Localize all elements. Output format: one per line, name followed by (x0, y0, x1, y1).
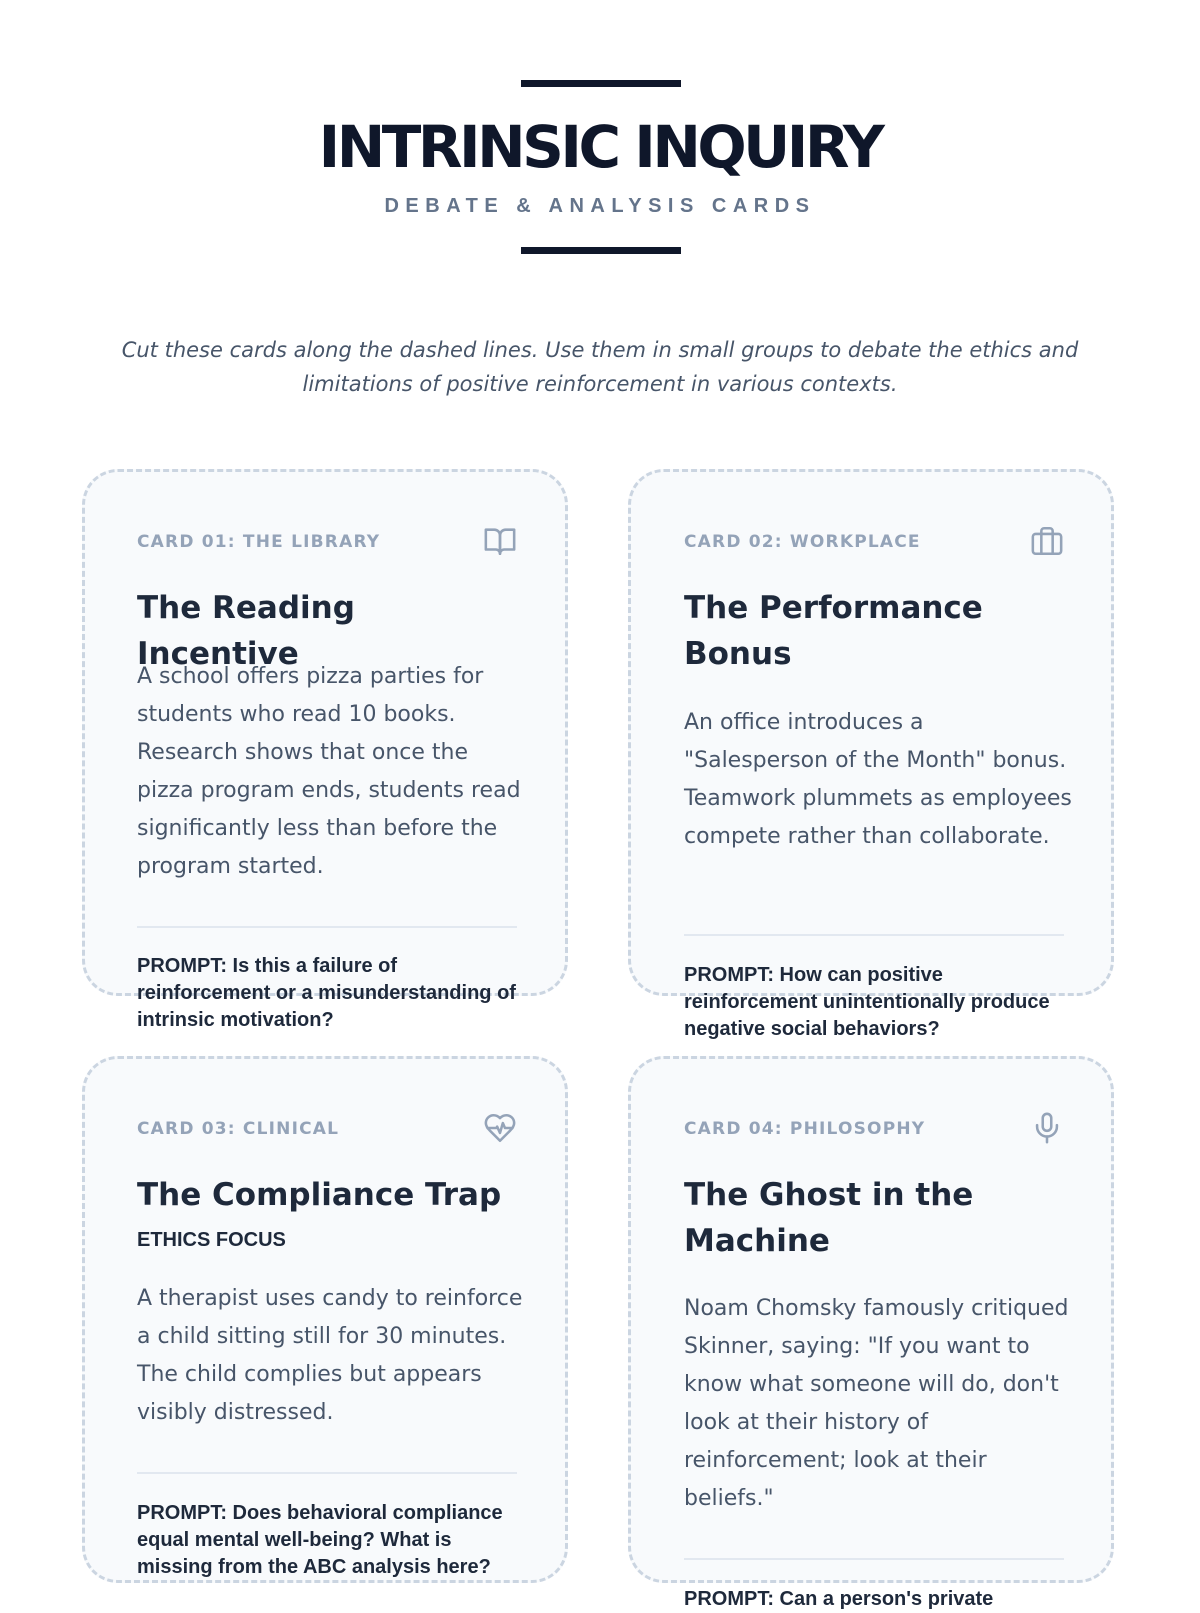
card-title: The Performance Bonus (684, 590, 983, 672)
card-prompt: PROMPT: Can a person's private (684, 1588, 994, 1610)
card-body: A school offers pizza parties for students who read 10 books. Research shows that once the pizza program ends, students read significantly less than before the program started. (137, 664, 521, 879)
page-subtitle: DEBATE & ANALYSIS CARDS (384, 195, 816, 217)
header-top-rule (521, 80, 681, 87)
card-label: CARD 04: PHILOSOPHY (684, 1119, 926, 1139)
card-label: CARD 03: CLINICAL (137, 1119, 340, 1139)
card-prompt: PROMPT: Is this a failure of reinforcement or a misunderstanding of intrinsic motivation? (137, 955, 516, 1031)
briefcase-icon (1030, 524, 1064, 558)
microphone-icon (1030, 1111, 1064, 1145)
card-label: CARD 01: THE LIBRARY (137, 532, 381, 552)
page-title: INTRINSIC INQUIRY (318, 113, 882, 181)
intro-instructions: Cut these cards along the dashed lines. Use them in small groups to debate the ethics and limitations of positive reinforcement in various contexts. (121, 338, 1079, 396)
card-title: The Compliance Trap (137, 1177, 502, 1213)
card-divider (684, 934, 1064, 936)
card-body: Noam Chomsky famously critiqued Skinner, saying: "If you want to know what someone will do, don't look at their history of reinforcement; look at their beliefs." (684, 1296, 1069, 1511)
card-divider (137, 1472, 517, 1474)
card-prompt: PROMPT: Does behavioral compliance equal mental well-being? What is missing from the ABC analysis here? (137, 1502, 503, 1578)
card-divider (137, 926, 517, 928)
card-prompt: PROMPT: How can positive reinforcement unintentionally produce negative social behaviors? (684, 964, 1050, 1040)
book-open-icon (483, 524, 517, 558)
card-body: An office introduces a "Salesperson of the Month" bonus. Teamwork plummets as employees compete rather than collaborate. (684, 710, 1072, 849)
card-label: CARD 02: WORKPLACE (684, 532, 921, 552)
ethics-focus-tag: ETHICS FOCUS (137, 1229, 286, 1251)
card-title: The Reading Incentive (137, 590, 355, 672)
card-divider (684, 1558, 1064, 1560)
card-body: A therapist uses candy to reinforce a child sitting still for 30 minutes. The child complies but appears visibly distressed. (137, 1286, 523, 1425)
header-bottom-rule (521, 247, 681, 254)
heart-pulse-icon (483, 1111, 517, 1145)
card-title: The Ghost in the Machine (684, 1177, 974, 1259)
